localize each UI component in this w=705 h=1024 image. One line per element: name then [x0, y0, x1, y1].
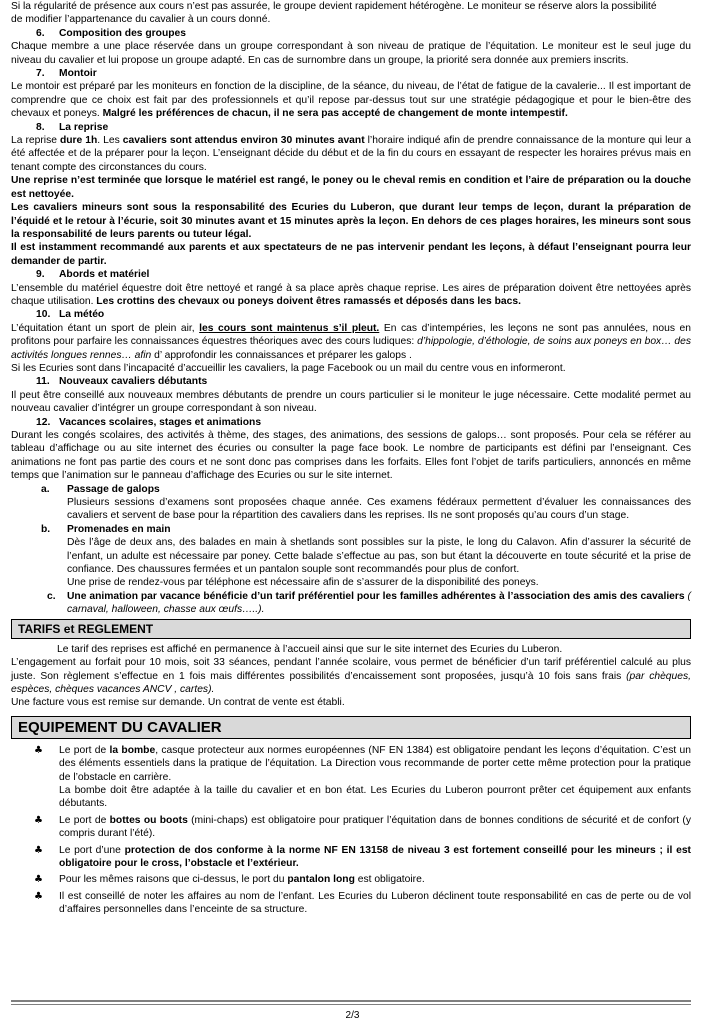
section-title: Abords et matériel — [59, 269, 150, 281]
bullet-text: Il est conseillé de noter les affaires au nom de l’enfant. Les Ecuries du Luberon déclinent toute responsabilité en cas de perte ou de vol d’affaires personnelles dans l’enceinte de sa structure. — [59, 890, 691, 916]
text-run: d’ approfondir les connaissances et préparer les galops . — [151, 349, 412, 361]
subsection-text: Dès l’âge de deux ans, des balades en main à shetlands sont possibles sur la piste, le long du Calavon. Afin d’assurer la sécurité de l’enfant, un adulte est nécessaire par poney. Cette balade s’effectue au pas, son but étant la découverte en toute sécurité et la prise de confiance. Des chaussures fermées et un pantalon souple sont recommandés pour plus de confort. — [67, 537, 691, 576]
text-run: En cas d’intempéries, les leçons ne sont pas annulées, nous en profitons pour parfaire les connaissances équestres théoriques avec des cours ludiques: — [11, 322, 691, 348]
club-bullet-icon: ♣ — [34, 744, 43, 756]
list-item — [11, 873, 691, 886]
club-bullet-icon: ♣ — [34, 814, 43, 826]
equipement-banner: EQUIPEMENT DU CAVALIER — [11, 716, 691, 739]
subsection-text — [67, 590, 691, 617]
text-run: Le port de — [59, 744, 110, 756]
text-run: Le montoir est préparé par les moniteurs en fonction de la discipline, de la séance, du niveau, de l’état de fatigue de la cavalerie... Il est important de comprendre que ce choix est fait par des professionnels et qu’il repose par-dessus tout sur une stratégie pédagogique et pour le bien-être des chevaux et poneys. — [11, 81, 691, 120]
list-item — [11, 744, 691, 811]
footer-divider — [11, 1000, 691, 1002]
italic-run: (par chèques, espèces, chèques vacances ANCV , cartes). — [11, 670, 691, 695]
italic-run: ( carnaval, halloween, chasse aux œufs…..). — [67, 590, 691, 616]
list-item — [11, 844, 691, 871]
section-12-heading — [11, 416, 691, 429]
bold-run: Malgré les préférences de chacun, il ne sera pas accepté de changement de monte intempestif. — [102, 108, 568, 120]
section-number: 12. — [36, 416, 51, 428]
section-title: Montoir — [59, 68, 97, 80]
bold-run: dure 1h — [59, 135, 98, 147]
section-title: La météo — [59, 309, 105, 321]
document-page — [11, 0, 691, 917]
page-number: 2/3 — [345, 1010, 360, 1021]
section-6-heading — [11, 27, 691, 40]
tarifs-paragraph-2 — [11, 656, 691, 696]
section-7-heading — [11, 67, 691, 80]
underlined-run: les cours sont maintenus s’il pleut. — [199, 322, 380, 334]
section-10-note: Si les Ecuries sont dans l’incapacité d’accueillir les cavaliers, la page Facebook ou un mail du centre vous en informeront. — [11, 362, 566, 374]
section-7-text — [11, 80, 691, 120]
section-title: Vacances scolaires, stages et animations — [59, 416, 262, 428]
bold-run: protection de dos conforme à la norme NF EN 13158 de niveau 3 est fortement conseillé pour les mineurs ; il est obligatoire pour le cross, l’obstacle et l’extérieur. — [59, 844, 691, 869]
subsection-letter: b. — [41, 523, 51, 535]
text-run: L’engagement au forfait pour 10 mois, soit 33 séances, pendant l’année scolaire, vous permet de bénéficier d’un tarif préférentiel calculé au plus juste. Son règlement s’effectue en 1 fois mais différentes possibilités d’encaissement sont proposées, jusqu’à 10 fois sans frais — [11, 657, 691, 682]
club-bullet-icon: ♣ — [34, 844, 43, 856]
section-number: 6. — [36, 27, 45, 39]
subsection-letter: a. — [41, 483, 50, 495]
section-6-text: Chaque membre a une place réservée dans un groupe correspondant à son niveau de pratique de l’équitation. Le moniteur est le seul juge du niveau du cavalier et lui propose un groupe adapté. En cas de surnombre dans un groupe, la priorité sera donnée aux premiers inscrits. — [11, 41, 691, 66]
bullet-text — [59, 814, 691, 841]
section-number: 10. — [36, 309, 51, 321]
section-8-paragraph-2: Une reprise n’est terminée que lorsque le matériel est rangé, le poney ou le cheval remis en condition et l’aire de préparation ou la douche est nettoyée. — [11, 175, 691, 200]
text-run: L’équitation étant un sport de plein air, — [11, 322, 200, 334]
subsection-title: Passage de galops — [67, 483, 160, 495]
subsection-a — [11, 483, 691, 523]
bold-run: la bombe — [109, 744, 156, 756]
text-run: L’ensemble du matériel équestre doit être nettoyé et rangé à sa place après chaque reprise. Les aires de préparation doivent être nettoyées après chaque utilisation. — [11, 282, 691, 307]
text-run: Le port de — [59, 814, 110, 826]
bullet-text — [59, 744, 691, 784]
section-9-text — [11, 282, 691, 309]
text-run: Le port d’une — [59, 844, 125, 856]
text-run: . Les — [97, 135, 123, 147]
tarifs-banner: TARIFS et REGLEMENT — [11, 619, 691, 639]
text-run: La reprise — [11, 135, 60, 147]
text-run: l’horaire indiqué afin de prendre connaissance de la monture qui leur a été affectée et de la préparer pour la leçon. L’enseignant décide du début et de la fin du cours en essayant de respecter les horaires prévus mais en tenant compte des circonstances du cours. — [11, 135, 691, 173]
tarifs-paragraph-3: Une facture vous est remise sur demande. Un contrat de vente est établi. — [11, 697, 345, 709]
section-number: 7. — [36, 68, 45, 80]
section-title: Nouveaux cavaliers débutants — [59, 376, 208, 388]
section-9-heading — [11, 268, 691, 281]
section-number: 8. — [36, 121, 45, 133]
intro-line-2: de modifier l’appartenance du cavalier à un cours donné. — [11, 14, 271, 26]
section-number: 11. — [36, 376, 50, 388]
section-10-text — [11, 322, 691, 362]
section-8-paragraph-1 — [11, 134, 691, 174]
text-run: Pour les mêmes raisons que ci-dessus, le port du — [59, 874, 288, 886]
list-item — [11, 814, 691, 841]
section-title: La reprise — [59, 121, 109, 133]
club-bullet-icon: ♣ — [34, 890, 43, 902]
subsection-c — [11, 590, 691, 617]
list-item — [11, 890, 691, 917]
section-10-heading — [11, 308, 691, 321]
bullet-text-2: La bombe doit être adaptée à la taille du cavalier et en bon état. Les Ecuries du Luberon pourront prêter cet équipement aux enfants débutants. — [59, 784, 691, 810]
footer-divider-thin — [11, 1004, 691, 1005]
section-8-paragraph-4: Il est instamment recommandé aux parents et aux spectateurs de ne pas intervenir pendant les leçons, à défaut l’enseignant pourra leur demander de partir. — [11, 242, 691, 267]
bullet-text — [59, 844, 691, 871]
section-8-paragraph-3: Les cavaliers mineurs sont sous la responsabilité des Ecuries du Luberon, que durant leur temps de leçon, durant la préparation de l’équidé et le retour à l’écurie, soit 30 minutes avant et 15 minutes après la leçon. En dehors de ces plages horaires, les mineurs sont sous la responsabilité de leurs parents ou tuteur légal. — [11, 202, 691, 240]
subsection-letter: c. — [47, 590, 56, 602]
section-11-text: Il peut être conseillé aux nouveaux membres débutants de prendre un cours particulier si le moniteur le juge nécessaire. Cette modalité permet au nouveau cavalier d’intégrer un groupe correspondant à son niveau. — [11, 389, 691, 415]
bold-run: cavaliers sont attendus environ 30 minutes avant — [122, 135, 365, 147]
italic-run: d’hippologie, d’éthologie, de soins aux poneys en box… des activités longues rennes… afin — [11, 336, 691, 361]
bold-run: bottes ou boots — [109, 814, 188, 826]
tarifs-paragraph-1: Le tarif des reprises est affiché en permanence à l’accueil ainsi que sur le site internet des Ecuries du Luberon. — [57, 643, 563, 655]
subsection-title: Promenades en main — [67, 523, 171, 535]
subsection-text-2: Une prise de rendez-vous par téléphone est nécessaire afin de s’assurer de la disponibilité des poneys. — [67, 577, 539, 589]
subsection-text: Plusieurs sessions d’examens sont proposées chaque année. Ces examens fédéraux permettent d’évaluer les connaissances des cavaliers et servent de base pour la répartition des cavaliers dans les reprises. Ils ne sont proposés qu’au cours d’un stage. — [67, 497, 691, 522]
bold-run: Une animation par vacance bénéficie d’un tarif préférentiel pour les familles adhérentes à l’association des amis des cavaliers — [67, 590, 685, 602]
bold-run: pantalon long — [287, 874, 355, 886]
club-bullet-icon: ♣ — [34, 874, 43, 886]
section-title: Composition des groupes — [59, 27, 187, 39]
section-8-heading — [11, 121, 691, 134]
section-number: 9. — [36, 269, 45, 281]
bullet-text — [59, 873, 691, 886]
section-12-text: Durant les congés scolaires, des activités à thème, des stages, des animations, des sessions de galops… sont proposés. Pour cela se référer au tableau d’affichage ou au site internet des écuries ou consulter la page face book. Le nombre de participants est défini par l’enseignant. Ces animations ne font pas partie des cours et ne sont donc pas comprises dans les forfaits. Elles font l’objet de tarifs particuliers, annoncés en même temps que l’animation sur le panneau d’affichage des Ecuries ou sur le site internet. — [11, 430, 691, 482]
section-11-heading — [11, 375, 691, 388]
text-run: (mini-chaps) est obligatoire pour pratiquer l’équitation dans de bonnes conditions de sécurité et de confort (y compris durant l’été). — [59, 814, 691, 840]
text-run: est obligatoire. — [354, 874, 425, 886]
bold-run: Les crottins des chevaux ou poneys doivent êtres ramassés et déposés dans les bacs. — [96, 295, 521, 307]
text-run: , casque protecteur aux normes européennes (NF EN 1384) est obligatoire pendant les leçons d’équitation. C’est un des éléments essentiels dans la pratique de l’équitation. La Direction vous recommande de porter cette même protection pour la pratique de l’obstacle en carrière. — [59, 744, 692, 783]
intro-line-1: Si la régularité de présence aux cours n’est pas assurée, le groupe devient rapidement hétérogène. Le moniteur se réserve alors la possibilité — [11, 1, 657, 12]
subsection-b — [11, 523, 691, 590]
